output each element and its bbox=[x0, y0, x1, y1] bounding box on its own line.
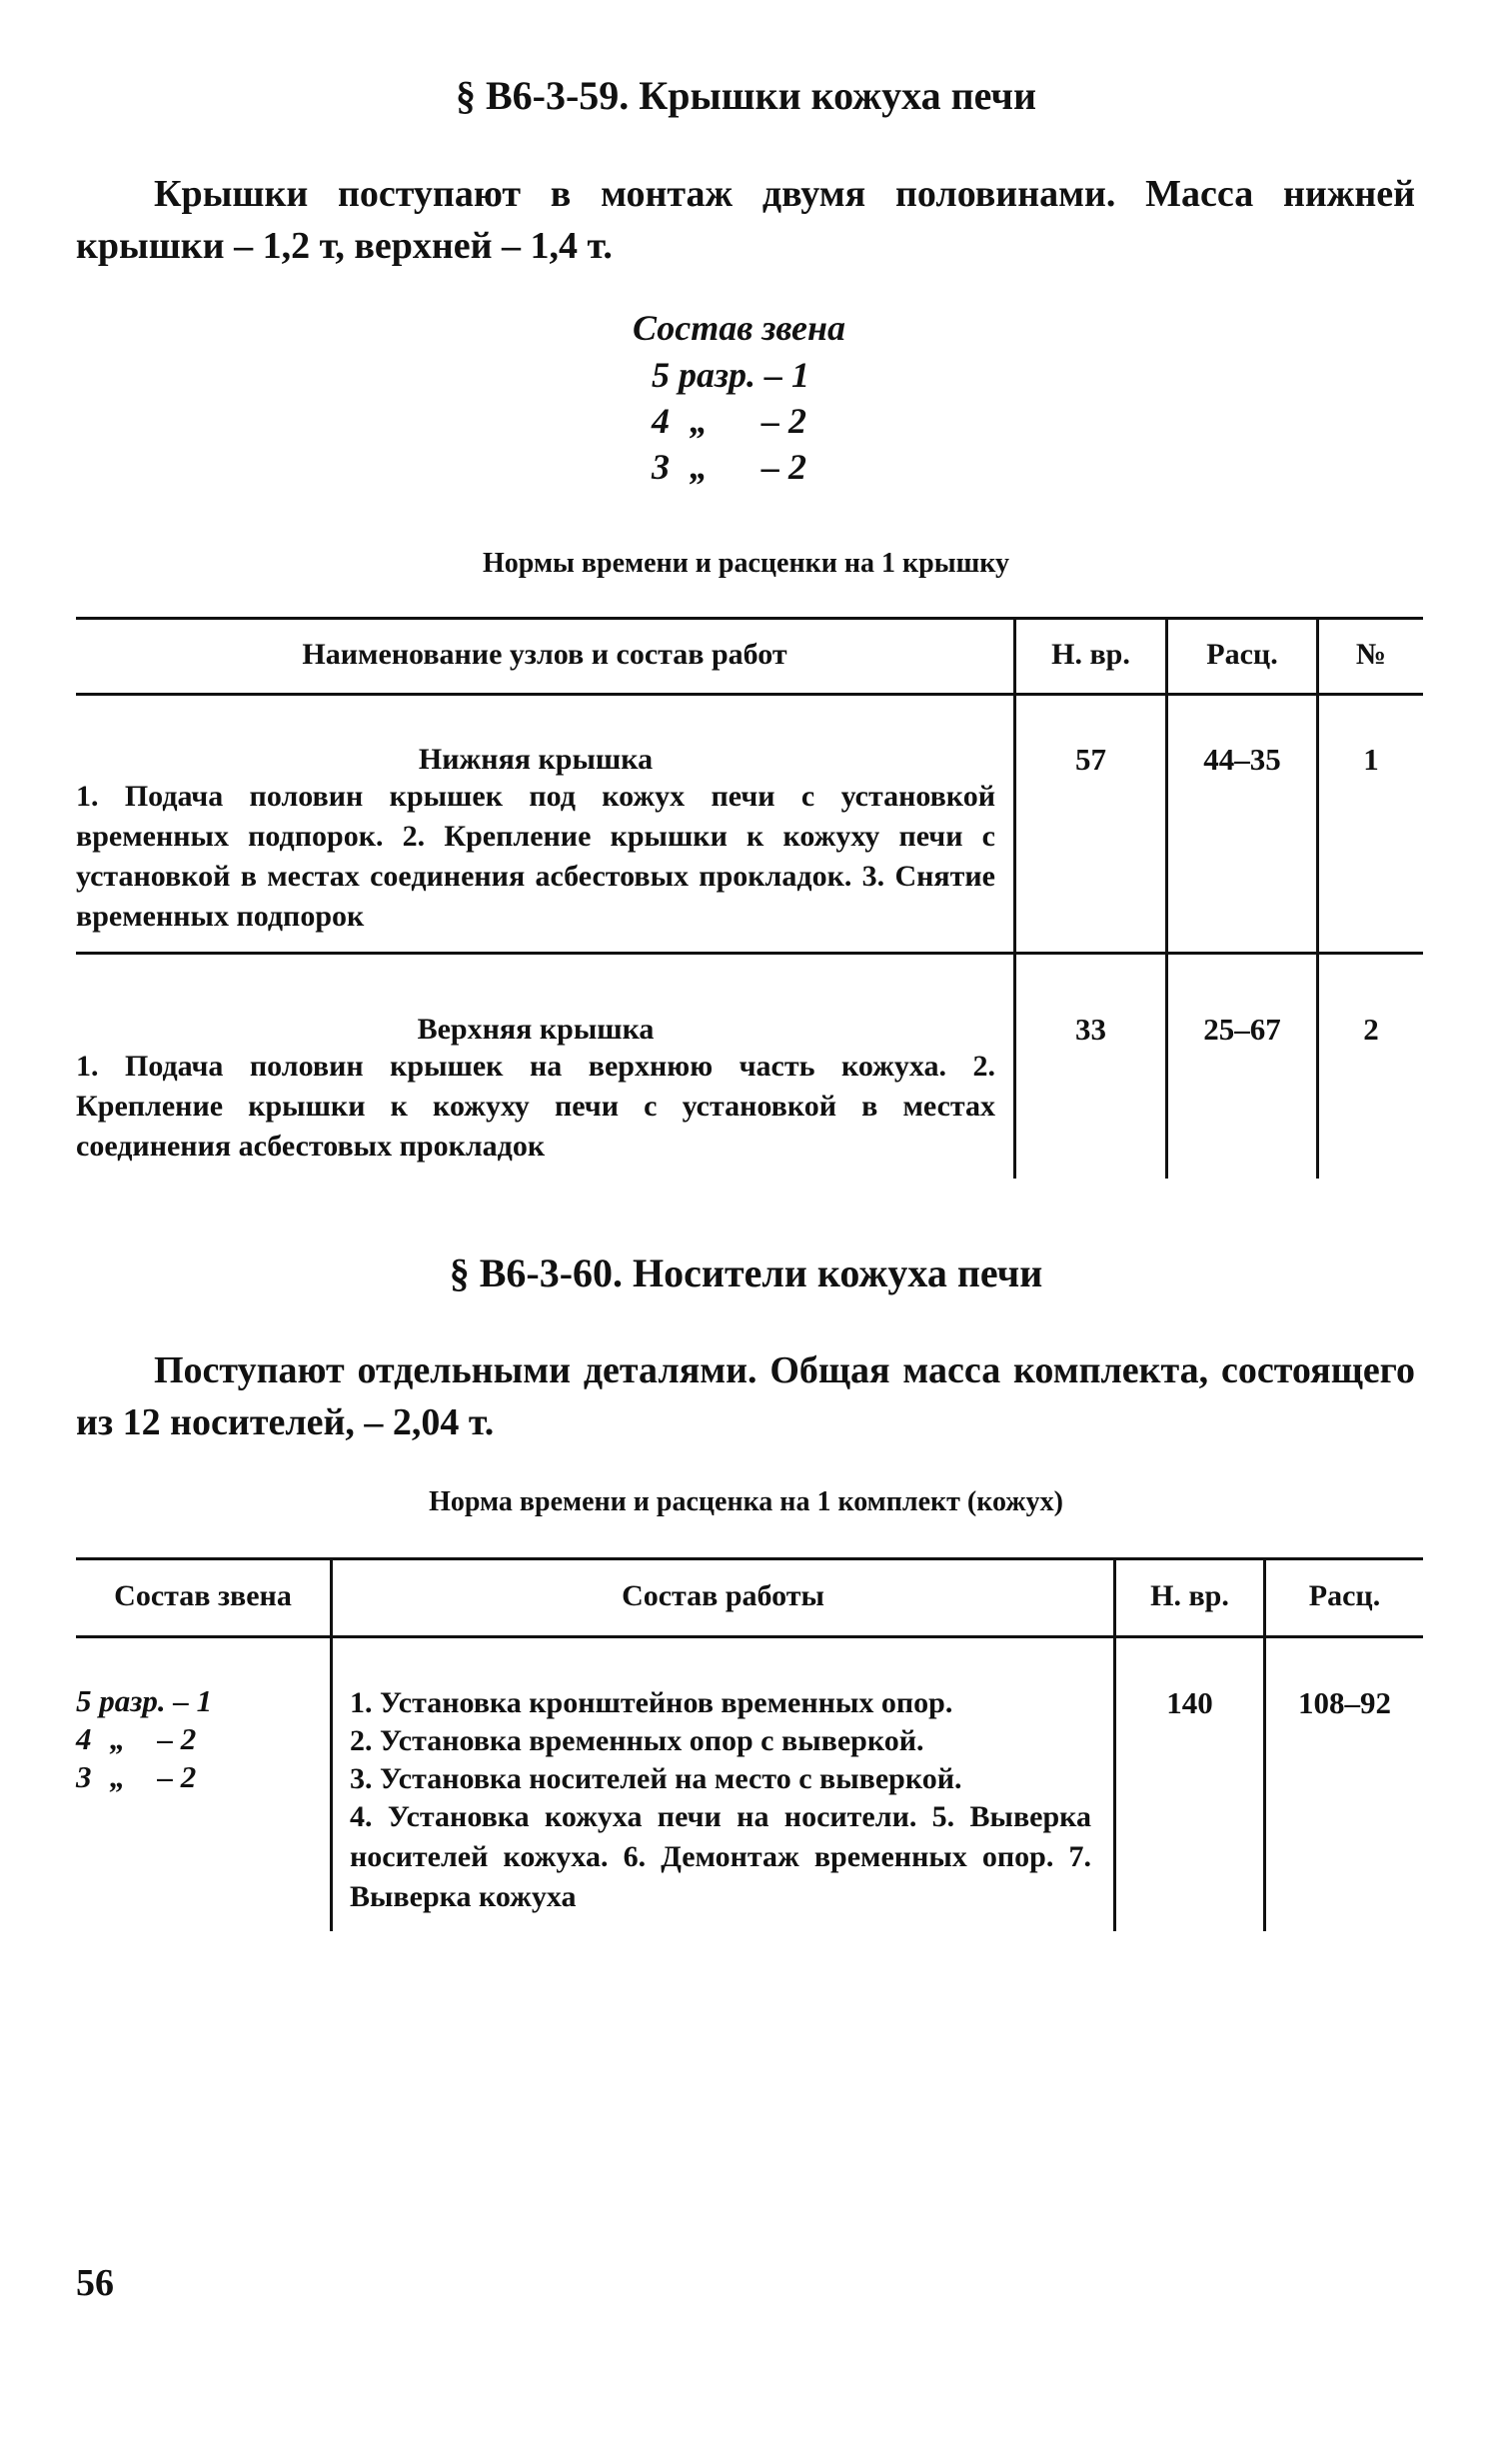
section-title: § В6-3-60. Носители кожуха печи bbox=[449, 1250, 1043, 1295]
page-number: 56 bbox=[76, 2262, 114, 2304]
row-number: 2 bbox=[1363, 1012, 1379, 1047]
crew-line: 4 „ – 2 bbox=[76, 1721, 197, 1756]
work-line: 4. Установка кожуха печи на носители. 5. Выверка носителей кожуха. 6. Демонтаж временных опор. 7. Выверка кожуха bbox=[350, 1800, 1091, 1913]
work-line: 3. Установка носителей на место с выверкой. bbox=[350, 1762, 962, 1795]
column-header: Состав звена bbox=[114, 1579, 292, 1612]
norm-value: 140 bbox=[1166, 1685, 1213, 1720]
table-rule bbox=[76, 1557, 1423, 1560]
column-header: Состав работы bbox=[622, 1579, 824, 1612]
norm-value: 33 bbox=[1075, 1012, 1106, 1047]
column-header: Расц. bbox=[1308, 1579, 1381, 1612]
column-header: Н. вр. bbox=[1150, 1579, 1229, 1612]
work-line: 1. Установка кронштейнов временных опор. bbox=[350, 1686, 953, 1719]
crew-line: 5 разр. – 1 bbox=[652, 355, 810, 395]
section-paragraph bbox=[76, 168, 1415, 272]
table-rule bbox=[76, 1635, 1423, 1638]
rate-value: 44–35 bbox=[1203, 742, 1281, 777]
section-title: § В6-3-59. Крышки кожуха печи bbox=[455, 73, 1037, 118]
row-title: Верхняя крышка bbox=[417, 1013, 655, 1046]
row-number: 1 bbox=[1363, 742, 1379, 777]
norm-value: 57 bbox=[1075, 742, 1106, 777]
row-title: Нижняя крышка bbox=[418, 743, 654, 776]
table-caption: Норма времени и расценка на 1 комплект (кожух) bbox=[429, 1486, 1063, 1517]
crew-line: 4 „ – 2 bbox=[652, 401, 806, 441]
table-rule bbox=[76, 952, 1423, 955]
rate-value: 108–92 bbox=[1298, 1685, 1391, 1720]
rate-value: 25–67 bbox=[1203, 1012, 1281, 1047]
table-divider bbox=[1113, 1559, 1116, 1931]
crew-line: 3 „ – 2 bbox=[652, 447, 806, 487]
work-line: 2. Установка временных опор с выверкой. bbox=[350, 1724, 924, 1757]
table-divider bbox=[1316, 619, 1319, 1179]
column-header: Н. вр. bbox=[1051, 638, 1130, 671]
table-divider bbox=[1263, 1559, 1266, 1931]
paragraph-text: Крышки поступают в монтаж двумя половинами. Масса нижней крышки – 1,2 т, верхней – 1,4 т. bbox=[76, 173, 1415, 267]
table-divider bbox=[1013, 619, 1016, 1179]
crew-title: Состав звена bbox=[633, 308, 845, 348]
column-header: Расц. bbox=[1206, 638, 1278, 671]
paragraph-text: Поступают отдельными деталями. Общая масса комплекта, состоящего из 12 носителей, – 2,04 т. bbox=[76, 1349, 1415, 1443]
table-rule bbox=[76, 617, 1423, 620]
row-description: 1. Подача половин крышек на верхнюю часть кожуха. 2. Крепление крышки к кожуху печи с установкой в местах соединения асбестовых прокладок bbox=[76, 1050, 995, 1163]
table-caption: Нормы времени и расценки на 1 крышку bbox=[483, 548, 1009, 579]
section-paragraph bbox=[76, 1344, 1415, 1448]
crew-line: 5 разр. – 1 bbox=[76, 1683, 213, 1718]
table-divider bbox=[330, 1559, 333, 1931]
table-divider bbox=[1165, 619, 1168, 1179]
crew-line: 3 „ – 2 bbox=[76, 1759, 197, 1794]
table-rule bbox=[76, 693, 1423, 696]
column-header: Наименование узлов и состав работ bbox=[302, 638, 787, 671]
row-description: 1. Подача половин крышек под кожух печи с установкой временных подпорок. 2. Крепление крышки к кожуху печи с установкой в местах соединения асбестовых прокладок. 3. Снятие временных подпорок bbox=[76, 780, 995, 933]
column-header: № bbox=[1355, 638, 1387, 671]
